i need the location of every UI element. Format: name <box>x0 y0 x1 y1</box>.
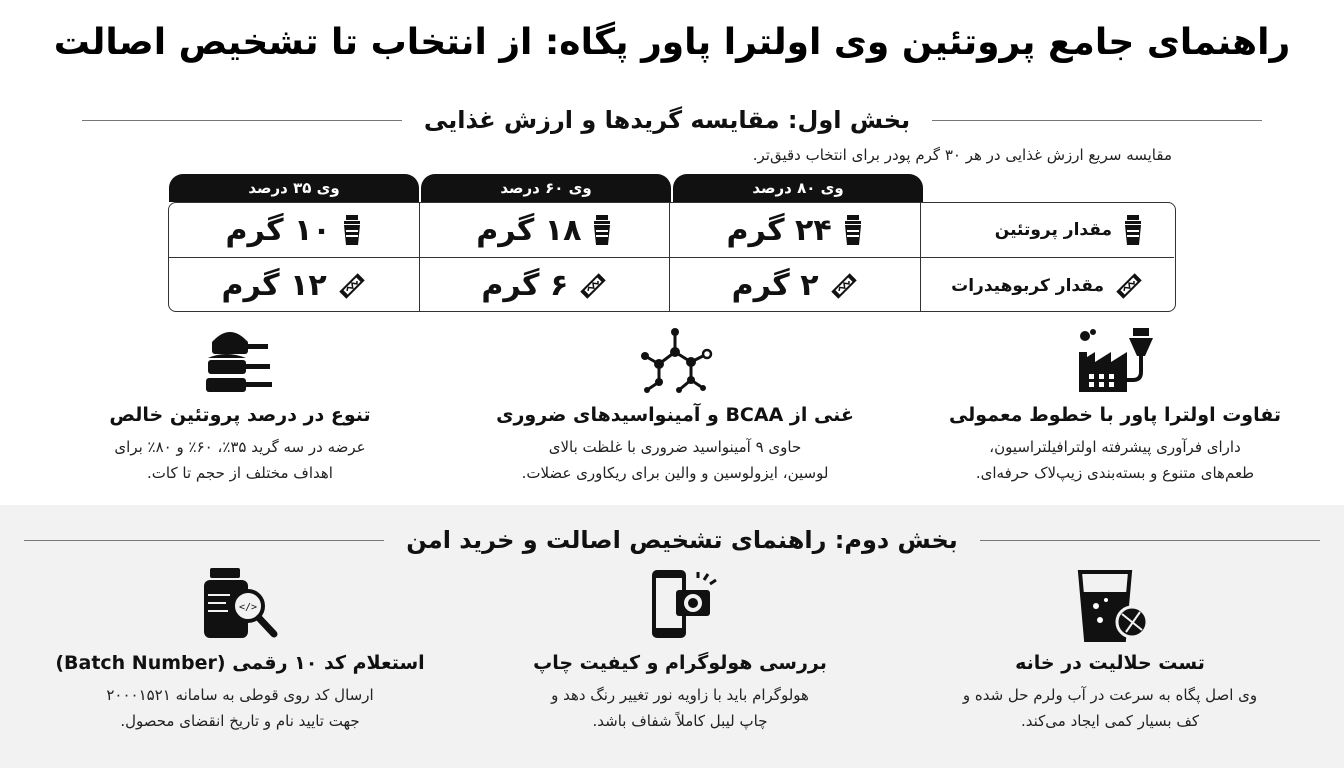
table-cell <box>669 258 919 312</box>
feature-text-line: کف بسیار کمی ایجاد می‌کند. <box>1020 712 1200 730</box>
row-label-carbs <box>920 258 1174 312</box>
feature-text-line: لوسین، ایزولوسین و والین برای ریکاوری عضلات. <box>521 464 829 482</box>
feature-title: تست حلالیت در خانه <box>1015 652 1205 674</box>
divider <box>980 540 1320 541</box>
table-row <box>169 203 1174 258</box>
section2-header <box>0 520 1344 560</box>
shaker-icon <box>341 215 363 245</box>
bar-icon <box>1114 271 1144 301</box>
section1-subtitle: مقایسه سریع ارزش غذایی در هر ۳۰ گرم پودر برای انتخاب دقیق‌تر. <box>752 146 1172 164</box>
feature-text-line: هولوگرام باید با زاویه نور تغییر رنگ دهد و <box>551 686 809 704</box>
feature-text <box>480 682 880 734</box>
table-row <box>169 258 1174 312</box>
table-cell <box>419 258 669 312</box>
cell-value: ۶ گرم <box>481 268 569 303</box>
feature-title: غنی از BCAA و آمینواسیدهای ضروری <box>496 404 854 426</box>
factory-icon <box>1075 322 1155 394</box>
feature-text-line: ارسال کد روی قوطی به سامانه ۲۰۰۰۱۵۲۱ <box>106 686 374 704</box>
page-title: راهنمای جامع پروتئین وی اولترا پاور پگاه: از انتخاب تا تشخیص اصالت <box>53 22 1291 63</box>
feature-ultra-power <box>915 322 1315 486</box>
shaker-icon <box>842 215 864 245</box>
water-glass-icon <box>1070 566 1150 642</box>
shaker-icon <box>1122 215 1144 245</box>
column-header-60: وی ۶۰ درصد <box>421 174 671 202</box>
feature-text-line: طعم‌های متنوع و بسته‌بندی زیپ‌لاک حرفه‌ای. <box>975 464 1255 482</box>
feature-text-line: وی اصل پگاه به سرعت در آب ولرم حل شده و <box>962 686 1258 704</box>
divider <box>24 540 384 541</box>
feature-text-line: دارای فرآوری پیشرفته اولترافیلتراسیون، <box>989 438 1241 456</box>
cell-value: ۲۴ گرم <box>726 212 832 248</box>
feature-text-line: عرضه در سه گرید ۳۵٪، ۶۰٪ و ۸۰٪ برای <box>114 438 366 456</box>
bar-icon <box>337 271 367 301</box>
jar-search-icon <box>198 566 282 642</box>
cell-value: ۲ گرم <box>731 268 819 303</box>
feature-solubility-test <box>905 566 1315 734</box>
section2-heading: بخش دوم: راهنمای تشخیص اصالت و خرید امن <box>406 526 958 554</box>
feature-text-line: جهت تایید نام و تاریخ انقضای محصول. <box>120 712 360 730</box>
feature-text <box>905 682 1315 734</box>
bar-icon <box>829 271 859 301</box>
table-cell <box>169 258 419 312</box>
feature-text <box>40 682 440 734</box>
cell-value: ۱۲ گرم <box>221 268 327 303</box>
table-cell <box>419 203 669 257</box>
feature-title: بررسی هولوگرام و کیفیت چاپ <box>533 652 827 674</box>
feature-text-line: چاپ لیبل کاملاً شفاف باشد. <box>592 712 768 730</box>
row-label-protein <box>920 203 1174 257</box>
bar-icon <box>578 271 608 301</box>
phone-hologram-icon <box>640 566 720 642</box>
row-label-text: مقدار پروتئین <box>994 220 1112 240</box>
scoop-icon <box>200 322 280 394</box>
feature-text-line: حاوی ۹ آمینواسید ضروری با غلظت بالای <box>548 438 802 456</box>
table-cell <box>669 203 919 257</box>
row-label-text: مقدار کربوهیدرات <box>951 275 1104 296</box>
feature-protein-variety <box>60 322 420 486</box>
comparison-table <box>168 202 1176 312</box>
feature-text <box>470 434 880 486</box>
divider <box>932 120 1262 121</box>
shaker-icon <box>591 215 613 245</box>
feature-title: تنوع در درصد پروتئین خالص <box>109 404 371 426</box>
cell-value: ۱۸ گرم <box>476 212 582 248</box>
svg-text:</>: </> <box>238 602 258 613</box>
column-header-80: وی ۸۰ درصد <box>673 174 923 202</box>
divider <box>82 120 402 121</box>
feature-batch-code <box>40 566 440 734</box>
feature-hologram-check <box>480 566 880 734</box>
feature-text-line: اهداف مختلف از حجم تا کات. <box>147 464 333 482</box>
section1-heading: بخش اول: مقایسه گریدها و ارزش غذایی <box>423 106 911 134</box>
cell-value: ۱۰ گرم <box>225 212 331 248</box>
feature-text <box>60 434 420 486</box>
feature-bcaa <box>470 322 880 486</box>
feature-title: استعلام کد ۱۰ رقمی (Batch Number) <box>55 652 425 674</box>
table-cell <box>169 203 419 257</box>
section1-header <box>0 100 1344 140</box>
feature-text <box>915 434 1315 486</box>
molecule-icon <box>635 322 715 394</box>
column-header-35: وی ۳۵ درصد <box>169 174 419 202</box>
feature-title: تفاوت اولترا پاور با خطوط معمولی <box>948 404 1282 426</box>
